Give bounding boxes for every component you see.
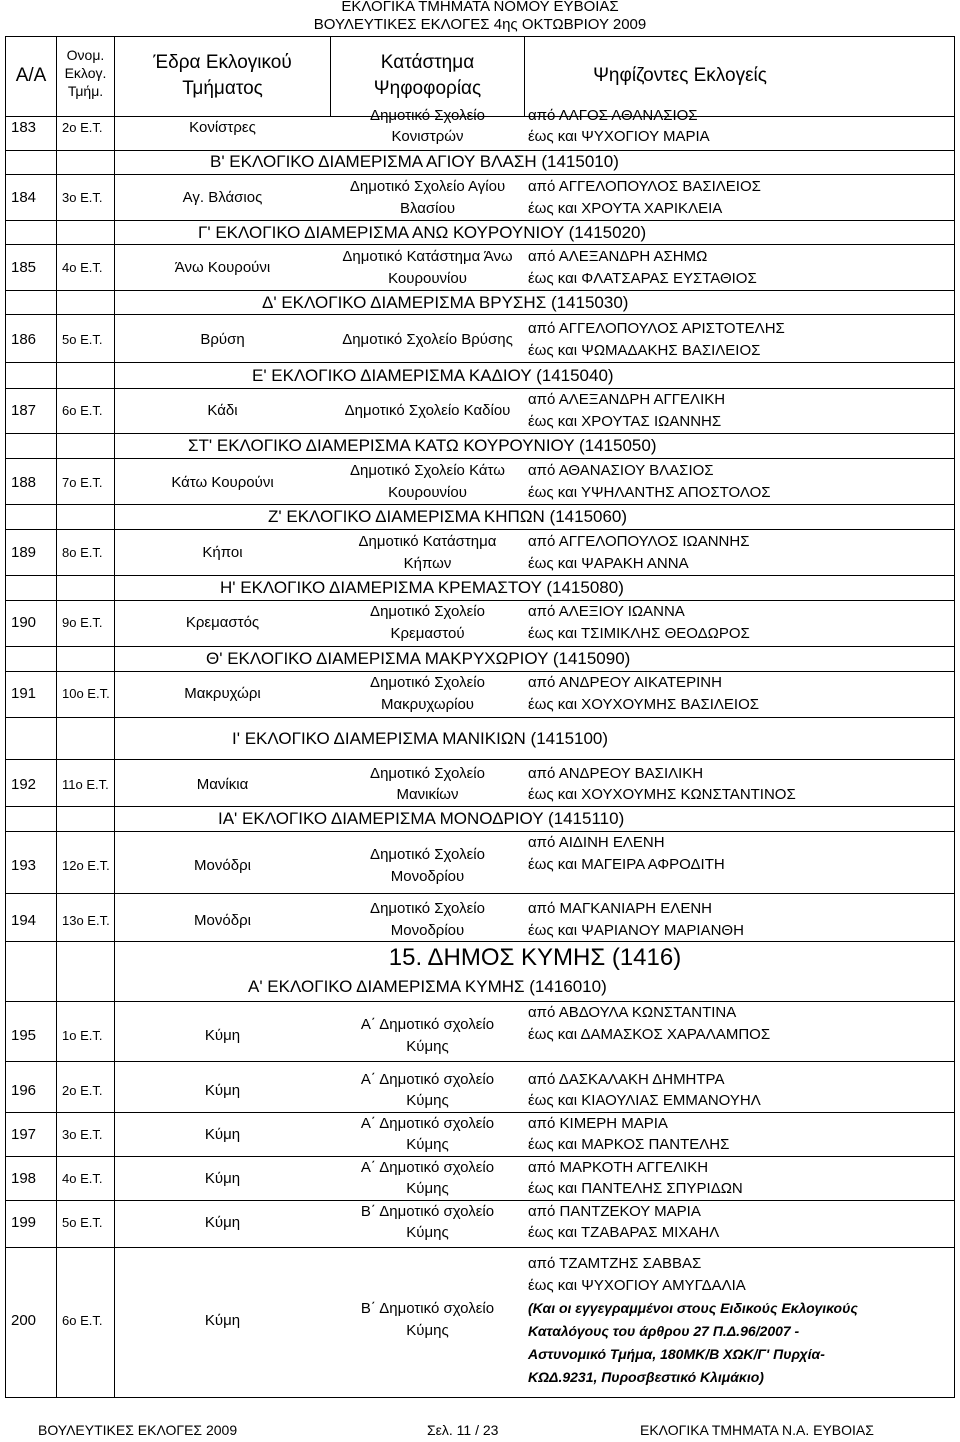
row-seat: Κήποι: [202, 544, 243, 561]
row-station-1: Α΄ Δημοτικό σχολείο: [360, 1159, 495, 1176]
row-aa: 197: [11, 1126, 37, 1143]
row-from: από ΑΘΑΝΑΣΙΟΥ ΒΛΑΣΙΟΣ: [528, 462, 714, 479]
row-tmima: 12ο Ε.Τ.: [62, 858, 110, 873]
col-header-katastima-2: Ψηφοφορίας: [373, 78, 482, 99]
row-aa: 200: [11, 1312, 37, 1329]
row-tmima: 8ο Ε.Τ.: [62, 545, 103, 560]
row-divider: [5, 290, 955, 291]
row-seat: Μακρυχώρι: [184, 685, 261, 702]
row-from: από ΠΑΝΤΖΕΚΟΥ ΜΑΡΙΑ: [528, 1203, 701, 1220]
row-station-1: Δημοτικό Σχολείο Βρύσης: [342, 331, 513, 348]
row-station-2: Μακρυχωρίου: [381, 696, 474, 713]
col-divider: [330, 36, 331, 116]
row-to: έως και ΨΥΧΟΓΙΟΥ ΜΑΡΙΑ: [528, 128, 710, 145]
footer-left: ΒΟΥΛΕΥΤΙΚΕΣ ΕΚΛΟΓΕΣ 2009: [38, 1422, 238, 1438]
row-tmima: 10ο Ε.Τ.: [62, 686, 110, 701]
row-divider: [5, 671, 955, 672]
row-aa: 199: [11, 1214, 37, 1231]
row-divider: [5, 1156, 955, 1157]
special-note-line: ΚΩΔ.9231, Πυροσβεστικό Κλιμάκιο): [528, 1369, 764, 1385]
row-from: από ΔΑΣΚΑΛΑΚΗ ΔΗΜΗΤΡΑ: [528, 1071, 725, 1088]
row-aa: 187: [11, 402, 37, 419]
row-aa: 190: [11, 614, 37, 631]
row-divider: [5, 941, 955, 942]
row-station-2: Μονοδρίου: [390, 922, 465, 939]
row-station-2: Κύμης: [406, 1224, 449, 1241]
row-divider: [5, 314, 955, 315]
row-aa: 196: [11, 1082, 37, 1099]
row-tmima: 5ο Ε.Τ.: [62, 1215, 103, 1230]
row-station-2: Κρεμαστού: [390, 625, 465, 642]
row-aa: 184: [11, 189, 37, 206]
row-divider: [5, 1001, 955, 1002]
row-aa: 186: [11, 331, 37, 348]
row-from: από ΛΑΓΟΣ ΑΘΑΝΑΣΙΟΣ: [528, 107, 698, 124]
section-title: Ι' ΕΚΛΟΓΙΚΟ ΔΙΑΜΕΡΙΣΜΑ ΜΑΝΙΚΙΩΝ (1415100): [232, 729, 609, 748]
row-divider: [5, 388, 955, 389]
row-seat: Κύμη: [204, 1214, 241, 1231]
footer-right: ΕΚΛΟΓΙΚΑ ΤΜΗΜΑΤΑ Ν.Α. ΕΥΒΟΙΑΣ: [640, 1422, 874, 1438]
row-divider: [5, 458, 955, 459]
row-from: από ΜΑΡΚΟΤΗ ΑΓΓΕΛΙΚΗ: [528, 1159, 709, 1176]
row-divider: [5, 1112, 955, 1113]
row-divider: [5, 1247, 955, 1248]
col-header-edra-2: Τμήματος: [182, 78, 263, 99]
row-seat: Κρεμαστός: [185, 614, 260, 631]
row-divider: [5, 174, 955, 175]
row-station-1: Δημοτικό Σχολείο: [370, 107, 485, 124]
row-divider: [5, 1200, 955, 1201]
row-tmima: 9ο Ε.Τ.: [62, 615, 103, 630]
row-from: από ΑΝΔΡΕΟΥ ΑΙΚΑΤΕΡΙΝΗ: [528, 674, 722, 691]
row-aa: 193: [11, 857, 37, 874]
row-station-1: Α΄ Δημοτικό σχολείο: [360, 1071, 495, 1088]
page-header-line1: ΕΚΛΟΓΙΚΑ ΤΜΗΜΑΤΑ ΝΟΜΟΥ ΕΥΒΟΙΑΣ: [341, 0, 619, 15]
row-station-1: Δημοτικό Σχολείο: [370, 674, 485, 691]
row-station-2: Κήπων: [403, 555, 452, 572]
row-tmima: 13ο Ε.Τ.: [62, 913, 110, 928]
col-header-katastima-1: Κατάστημα: [380, 52, 475, 73]
row-seat: Κύμη: [204, 1312, 241, 1329]
row-station-2: Κουρουνίου: [388, 270, 467, 287]
row-from: από ΑΓΓΕΛΟΠΟΥΛΟΣ ΙΩΑΝΝΗΣ: [528, 533, 750, 550]
row-tmima: 3ο Ε.Τ.: [62, 1127, 103, 1142]
col-header-onom-1: Ονομ.: [66, 47, 105, 63]
row-divider: [5, 600, 955, 601]
row-tmima: 5ο Ε.Τ.: [62, 332, 103, 347]
row-tmima: 1ο Ε.Τ.: [62, 1028, 103, 1043]
row-seat: Μονόδρι: [194, 912, 251, 929]
row-seat: Κύμη: [204, 1170, 241, 1187]
row-from: από ΚΙΜΕΡΗ ΜΑΡΙΑ: [528, 1115, 668, 1132]
row-station-2: Βλασίου: [399, 200, 456, 217]
row-divider: [5, 504, 955, 505]
footer-page-number: Σελ. 11 / 23: [427, 1422, 499, 1438]
row-aa: 189: [11, 544, 37, 561]
special-note-line: (Και οι εγγεγραμμένοι στους Ειδικούς Εκλογικούς: [528, 1300, 858, 1316]
row-station-2: Κύμης: [406, 1092, 449, 1109]
row-divider: [5, 806, 955, 807]
row-seat: Μανίκια: [196, 776, 249, 793]
special-note-line: Καταλόγους του άρθρου 27 Π.Δ.96/2007 -: [528, 1323, 800, 1339]
row-aa: 188: [11, 474, 37, 491]
page-header-line2: ΒΟΥΛΕΥΤΙΚΕΣ ΕΚΛΟΓΕΣ 4ης ΟΚΤΩΒΡΙΟΥ 2009: [313, 16, 647, 33]
row-station-2: Μανικίων: [396, 786, 459, 803]
row-to: έως και ΨΑΡΑΚΗ ΑΝΝΑ: [528, 555, 689, 572]
row-station-1: Δημοτικό Κατάστημα Άνω: [342, 248, 513, 265]
row-divider: [5, 1061, 955, 1062]
row-tmima: 3ο Ε.Τ.: [62, 190, 103, 205]
row-to: έως και ΤΖΑΒΑΡΑΣ ΜΙΧΑΗΛ: [528, 1224, 720, 1241]
row-tmima: 2ο Ε.Τ.: [62, 1083, 103, 1098]
section-title: Α' ΕΚΛΟΓΙΚΟ ΔΙΑΜΕΡΙΣΜΑ ΚΥΜΗΣ (1416010): [248, 977, 607, 996]
row-seat: Κύμη: [204, 1082, 241, 1099]
row-divider: [5, 831, 955, 832]
row-to: έως και ΧΡΟΥΤΑΣ ΙΩΑΝΝΗΣ: [528, 413, 722, 430]
row-to: έως και ΥΨΗΛΑΝΤΗΣ ΑΠΟΣΤΟΛΟΣ: [528, 484, 771, 501]
row-to: έως και ΨΥΧΟΓΙΟΥ ΑΜΥΓΔΑΛΙΑ: [528, 1277, 746, 1294]
row-aa: 192: [11, 776, 37, 793]
row-tmima: 7ο Ε.Τ.: [62, 475, 103, 490]
row-to: έως και ΠΑΝΤΕΛΗΣ ΣΠΥΡΙΔΩΝ: [528, 1180, 743, 1197]
row-seat: Κάτω Κουρούνι: [171, 474, 274, 491]
row-divider: [5, 575, 955, 576]
row-station-1: Β΄ Δημοτικό σχολείο: [360, 1300, 495, 1317]
row-station-2: Κύμης: [406, 1322, 449, 1339]
col-header-onom-3: Τμήμ.: [67, 83, 104, 99]
row-from: από ΑΙΔΙΝΗ ΕΛΕΝΗ: [528, 834, 665, 851]
row-to: έως και ΜΑΡΚΟΣ ΠΑΝΤΕΛΗΣ: [528, 1136, 730, 1153]
row-from: από ΜΑΓΚΑΝΙΑΡΗ ΕΛΕΝΗ: [528, 900, 713, 917]
section-title: ΣΤ' ΕΚΛΟΓΙΚΟ ΔΙΑΜΕΡΙΣΜΑ ΚΑΤΩ ΚΟΥΡΟΥΝΙΟΥ (1415050): [188, 436, 657, 455]
row-tmima: 4ο Ε.Τ.: [62, 1171, 103, 1186]
row-to: έως και ΤΣΙΜΙΚΛΗΣ ΘΕΟΔΩΡΟΣ: [528, 625, 750, 642]
row-seat: Κύμη: [204, 1027, 241, 1044]
row-divider: [5, 220, 955, 221]
row-station-2: Κονιστρών: [391, 128, 464, 145]
row-station-1: Δημοτικό Σχολείο: [370, 603, 485, 620]
row-to: έως και ΜΑΓΕΙΡΑ ΑΦΡΟΔΙΤΗ: [528, 856, 725, 873]
row-station-2: Κουρουνίου: [388, 484, 467, 501]
row-to: έως και ΧΟΥΧΟΥΜΗΣ ΚΩΝΣΤΑΝΤΙΝΟΣ: [528, 786, 796, 803]
col-header-voters: Ψηφίζοντες Εκλογείς: [593, 65, 767, 86]
row-to: έως και ΔΑΜΑΣΚΟΣ ΧΑΡΑΛΑΜΠΟΣ: [528, 1026, 771, 1043]
row-seat: Κάδι: [207, 402, 238, 419]
row-tmima: 4ο Ε.Τ.: [62, 260, 103, 275]
col-header-edra-1: Έδρα Εκλογικού: [153, 52, 292, 73]
row-aa: 183: [11, 119, 37, 136]
row-station-1: Δημοτικό Σχολείο Καδίου: [344, 402, 511, 419]
row-tmima: 11ο Ε.Τ.: [62, 777, 109, 792]
row-divider: [5, 362, 955, 363]
row-aa: 194: [11, 912, 37, 929]
municipality-title: 15. ΔΗΜΟΣ ΚΥΜΗΣ (1416): [388, 944, 682, 971]
row-station-1: Α΄ Δημοτικό σχολείο: [360, 1016, 495, 1033]
row-aa: 198: [11, 1170, 37, 1187]
row-divider: [5, 529, 955, 530]
section-title: ΙΑ' ΕΚΛΟΓΙΚΟ ΔΙΑΜΕΡΙΣΜΑ ΜΟΝΟΔΡΙΟΥ (1415110): [218, 809, 625, 828]
row-station-1: Δημοτικό Σχολείο: [370, 846, 485, 863]
row-station-2: Μονοδρίου: [390, 868, 465, 885]
row-from: από ΑΛΕΞΑΝΔΡΗ ΑΣΗΜΩ: [528, 248, 708, 265]
row-station-1: Β΄ Δημοτικό σχολείο: [360, 1203, 495, 1220]
section-title: Γ' ΕΚΛΟΓΙΚΟ ΔΙΑΜΕΡΙΣΜΑ ΑΝΩ ΚΟΥΡΟΥΝΙΟΥ (1415020): [198, 223, 647, 242]
row-tmima: 2ο Ε.Τ.: [62, 120, 103, 135]
row-tmima: 6ο Ε.Τ.: [62, 1313, 103, 1328]
row-seat: Κύμη: [204, 1126, 241, 1143]
row-station-1: Α΄ Δημοτικό σχολείο: [360, 1115, 495, 1132]
row-from: από ΑΓΓΕΛΟΠΟΥΛΟΣ ΑΡΙΣΤΟΤΕΛΗΣ: [528, 320, 785, 337]
row-to: έως και ΧΟΥΧΟΥΜΗΣ ΒΑΣΙΛΕΙΟΣ: [528, 696, 760, 713]
row-to: έως και ΨΩΜΑΔΑΚΗΣ ΒΑΣΙΛΕΙΟΣ: [528, 342, 761, 359]
section-title: Η' ΕΚΛΟΓΙΚΟ ΔΙΑΜΕΡΙΣΜΑ ΚΡΕΜΑΣΤΟΥ (1415080): [220, 578, 624, 597]
row-to: έως και ΚΙΑΟΥΛΙΑΣ ΕΜΜΑΝΟΥΗΛ: [528, 1092, 761, 1109]
row-station-1: Δημοτικό Σχολείο Αγίου: [349, 178, 506, 195]
row-divider: [5, 433, 955, 434]
row-divider: [5, 646, 955, 647]
row-divider: [5, 717, 955, 718]
col-header-onom-2: Εκλογ.: [64, 65, 107, 81]
row-aa: 191: [11, 685, 37, 702]
row-aa: 195: [11, 1027, 37, 1044]
row-station-1: Δημοτικό Σχολείο Κάτω: [350, 462, 505, 479]
row-from: από ΑΓΓΕΛΟΠΟΥΛΟΣ ΒΑΣΙΛΕΙΟΣ: [528, 178, 761, 195]
row-seat: Μονόδρι: [194, 857, 251, 874]
row-divider: [5, 150, 955, 151]
row-from: από ΑΝΔΡΕΟΥ ΒΑΣΙΛΙΚΗ: [528, 765, 704, 782]
row-to: έως και ΨΑΡΙΑΝΟΥ ΜΑΡΙΑΝΘΗ: [528, 922, 744, 939]
row-to: έως και ΧΡΟΥΤΑ ΧΑΡΙΚΛΕΙΑ: [528, 200, 723, 217]
row-tmima: 6ο Ε.Τ.: [62, 403, 103, 418]
col-header-aa: Α/Α: [15, 65, 47, 86]
row-divider: [5, 759, 955, 760]
section-title: Ε' ΕΚΛΟΓΙΚΟ ΔΙΑΜΕΡΙΣΜΑ ΚΑΔΙΟΥ (1415040): [252, 366, 614, 385]
row-from: από ΤΖΑΜΤΖΗΣ ΣΑΒΒΑΣ: [528, 1255, 702, 1272]
section-title: Θ' ΕΚΛΟΓΙΚΟ ΔΙΑΜΕΡΙΣΜΑ ΜΑΚΡΥΧΩΡΙΟΥ (1415090): [206, 649, 631, 668]
section-title: Δ' ΕΚΛΟΓΙΚΟ ΔΙΑΜΕΡΙΣΜΑ ΒΡΥΣΗΣ (1415030): [262, 293, 629, 312]
section-title: Β' ΕΚΛΟΓΙΚΟ ΔΙΑΜΕΡΙΣΜΑ ΑΓΙΟΥ ΒΛΑΣΗ (1415010): [210, 152, 619, 171]
row-from: από ΑΛΕΞΙΟΥ ΙΩΑΝΝΑ: [528, 603, 685, 620]
row-seat: Κονίστρες: [189, 119, 256, 136]
row-station-1: Δημοτικό Κατάστημα: [358, 533, 497, 550]
row-station-2: Κύμης: [406, 1180, 449, 1197]
special-note-line: Αστυνομικό Τμήμα, 180ΜΚ/Β ΧΩΚ/Γ' Πυρχία-: [528, 1346, 825, 1362]
row-seat: Βρύση: [200, 331, 245, 348]
row-station-2: Κύμης: [406, 1038, 449, 1055]
row-seat: Άνω Κουρούνι: [174, 259, 271, 276]
row-station-1: Δημοτικό Σχολείο: [370, 900, 485, 917]
row-station-2: Κύμης: [406, 1136, 449, 1153]
row-divider: [5, 893, 955, 894]
row-from: από ΑΛΕΞΑΝΔΡΗ ΑΓΓΕΛΙΚΗ: [528, 391, 726, 408]
row-divider: [5, 244, 955, 245]
row-from: από ΑΒΔΟΥΛΑ ΚΩΝΣΤΑΝΤΙΝΑ: [528, 1004, 737, 1021]
row-station-1: Δημοτικό Σχολείο: [370, 765, 485, 782]
row-aa: 185: [11, 259, 37, 276]
row-to: έως και ΦΛΑΤΣΑΡΑΣ ΕΥΣΤΑΘΙΟΣ: [528, 270, 757, 287]
row-seat: Αγ. Βλάσιος: [182, 189, 263, 206]
section-title: Ζ' ΕΚΛΟΓΙΚΟ ΔΙΑΜΕΡΙΣΜΑ ΚΗΠΩΝ (1415060): [268, 507, 628, 526]
